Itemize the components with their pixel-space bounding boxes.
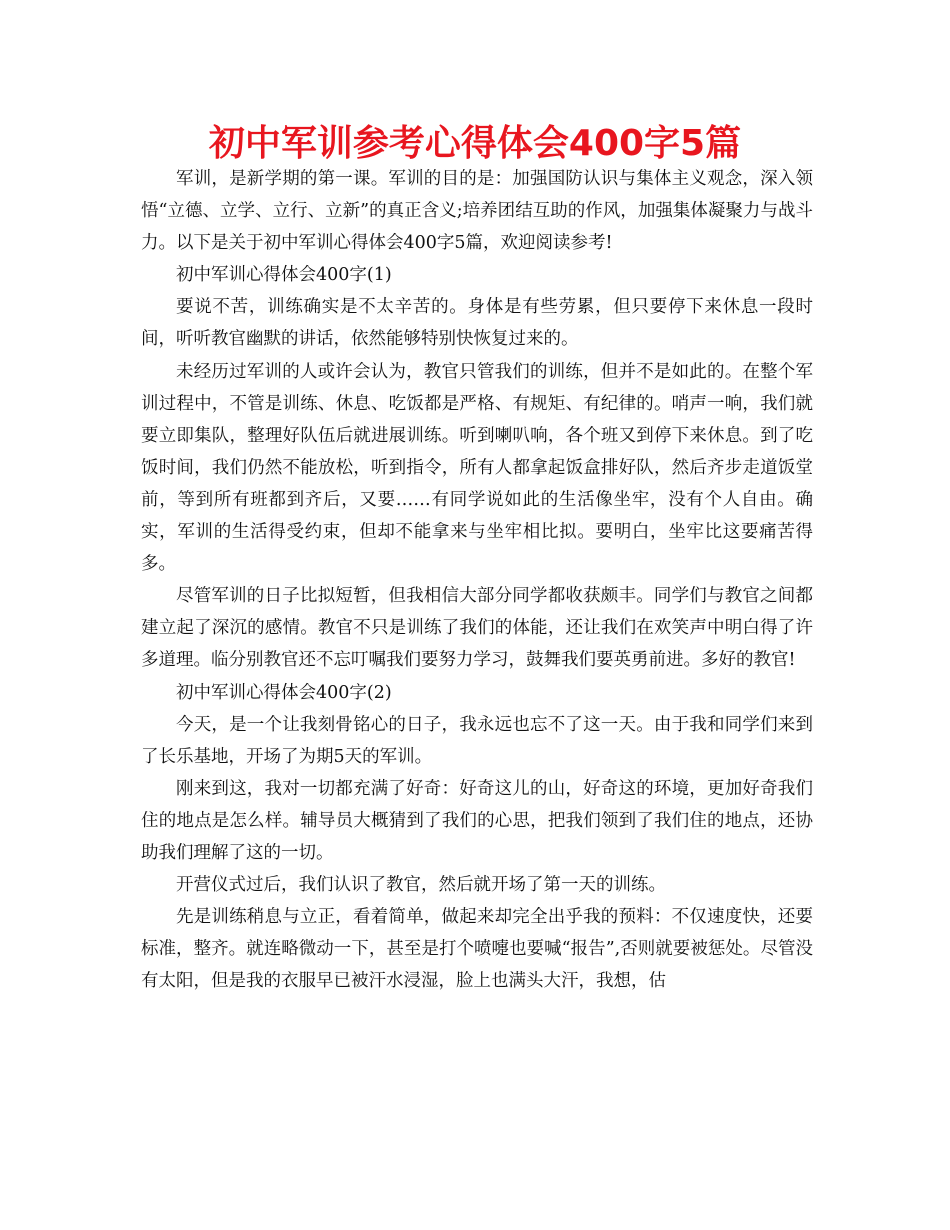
paragraph: 刚来到这，我对一切都充满了好奇：好奇这儿的山，好奇这的环境，更加好奇我们住的地点是怎么样。辅导员大概猜到了我们的心思，把我们领到了我们住的地点，还协助我们理解了这的一切。 (141, 778, 813, 863)
paragraph: 要说不苦，训练确实是不太辛苦的。身体是有些劳累，但只要停下来休息一段时间，听听教官幽默的讲话，依然能够特别快恢复过来的。 (141, 297, 813, 350)
paragraph: 开营仪式过后，我们认识了教官，然后就开场了第一天的训练。 (176, 875, 666, 896)
section-heading-1: 初中军训心得体会400字(1) (176, 265, 392, 286)
paragraph: 先是训练稍息与立正，看着简单，做起来却完全出乎我的预料：不仅速度快，还要标准，整齐。就连略微动一下，甚至是打个喷嚏也要喊“报告”,否则就要被惩处。尽管没有太阳，但是我的衣服早已被汗水浸湿，脸上也满头大汗，我想，估 (141, 907, 813, 992)
document-title: 初中军训参考心得体会400字5篇 (208, 123, 742, 164)
intro-paragraph: 军训，是新学期的第一课。军训的目的是：加强国防认识与集体主义观念，深入领悟“立德、立学、立行、立新”的真正含义;培养团结互助的作风，加强集体凝聚力与战斗力。以下是关于初中军训心得体会400字5篇，欢迎阅读参考! (141, 169, 813, 254)
paragraph: 今天，是一个让我刻骨铭心的日子，我永远也忘不了这一天。由于我和同学们来到了长乐基地，开场了为期5天的军训。 (141, 714, 813, 767)
section-heading-2: 初中军训心得体会400字(2) (176, 682, 392, 703)
document-body (141, 163, 813, 997)
paragraph: 未经历过军训的人或许会认为，教官只管我们的训练，但并不是如此的。在整个军训过程中，不管是训练、休息、吃饭都是严格、有规矩、有纪律的。哨声一响，我们就要立即集队，整理好队伍后就进展训练。听到喇叭响，各个班又到停下来休息。到了吃饭时间，我们仍然不能放松，听到指令，所有人都拿起饭盒排好队，然后齐步走道饭堂前，等到所有班都到齐后，又要……有同学说如此的生活像坐牢，没有个人自由。确实，军训的生活得受约束，但却不能拿来与坐牢相比拟。要明白，坐牢比这要痛苦得多。 (141, 361, 813, 575)
paragraph: 尽管军训的日子比拟短暂，但我相信大部分同学都收获颇丰。同学们与教官之间都建立起了深沉的感情。教官不只是训练了我们的体能，还让我们在欢笑声中明白得了许多道理。临分别教官还不忘叮嘱我们要努力学习，鼓舞我们要英勇前进。多好的教官! (141, 586, 813, 671)
